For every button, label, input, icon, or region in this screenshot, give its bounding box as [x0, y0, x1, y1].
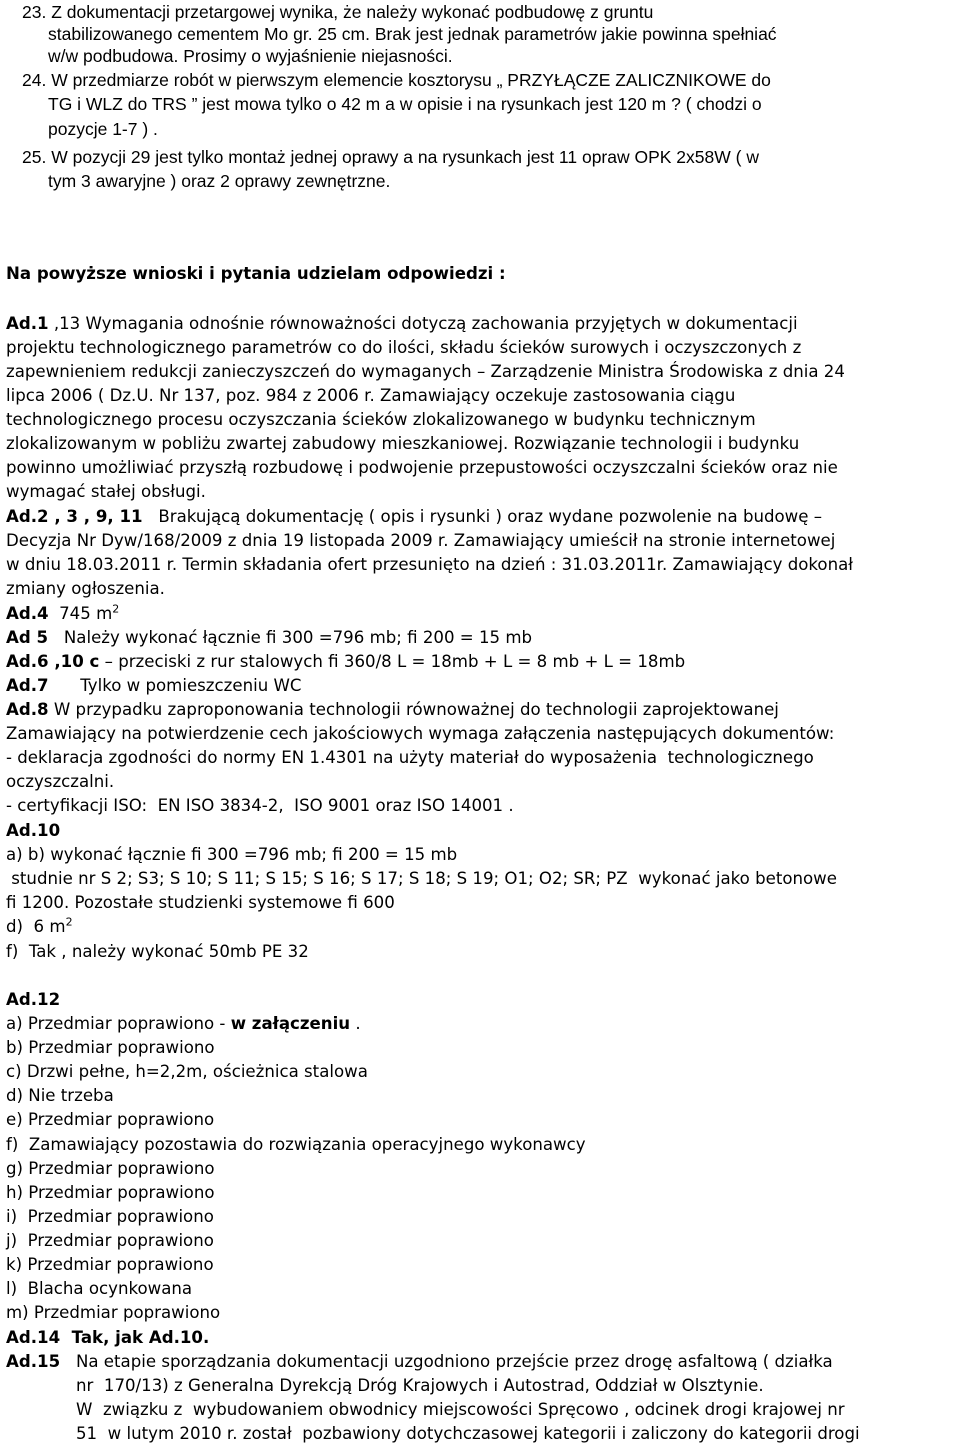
answer-text-line: 51 w lutym 2010 r. został pozbawiony dotychczasowej kategorii i zaliczony do kategorii drogi [76, 1424, 860, 1443]
question-text-line: stabilizowanego cementem Mo gr. 25 cm. Brak jest jednak parametrów jakie powinna spełniać [48, 24, 777, 44]
answer-label: Ad 5 [6, 628, 49, 647]
list-item: b) Przedmiar poprawiono [6, 1038, 215, 1057]
answer-text: 745 m [48, 604, 113, 623]
question-number: 24. [22, 70, 47, 90]
question-text-line: TG i WLZ do TRS ” jest mowa tylko o 42 m a w opisie i na rysunkach jest 120 m ? ( chodzi o [48, 94, 762, 114]
answer-text-line: wymagać stałej obsługi. [6, 482, 206, 501]
answer-ad8 [6, 698, 779, 722]
question-text-line: W przedmiarze robót w pierwszym elemencie kosztorysu „ PRZYŁĄCZE ZALICZNIKOWE do [51, 70, 771, 90]
superscript: 2 [65, 915, 73, 929]
answer-label: Ad.15 [6, 1352, 61, 1371]
answer-ad4 [6, 602, 119, 626]
answer-text-line: oczyszczalni. [6, 772, 115, 791]
question-number: 23. [22, 2, 47, 22]
list-item: e) Przedmiar poprawiono [6, 1110, 215, 1129]
answer-text-line: technologicznego procesu oczyszczania ścieków zlokalizowanego w budynku technicznym [6, 410, 756, 429]
answer-text-line: w dniu 18.03.2011 r. Termin składania ofert przesunięto na dzień : 31.03.2011r. Zamawiający dokonał [6, 555, 853, 574]
answer-text-line: studnie nr S 2; S3; S 10; S 11; S 15; S 16; S 17; S 18; S 19; O1; O2; SR; PZ wykonać jako betonowe [6, 869, 837, 888]
answer-ad1 [6, 312, 798, 336]
question-number: 25. [22, 147, 47, 167]
answer-text-line: Decyzja Nr Dyw/168/2009 z dnia 19 listopada 2009 r. Zamawiający umieścił na stronie internetowej [6, 531, 836, 550]
answer-text-line: - certyfikacji ISO: EN ISO 3834-2, ISO 9001 oraz ISO 14001 . [6, 796, 514, 815]
answer-ad14: Ad.14 Tak, jak Ad.10. [6, 1328, 210, 1347]
answer-text-line: fi 1200. Pozostałe studzienki systemowe fi 600 [6, 893, 395, 912]
answer-text-line: zmiany ogłoszenia. [6, 579, 165, 598]
question-text-line: W pozycji 29 jest tylko montaż jednej oprawy a na rysunkach jest 11 opraw OPK 2x58W ( w [51, 147, 759, 167]
answer-text-line: Brakującą dokumentację ( opis i rysunki ) oraz wydane pozwolenie na budowę – [142, 507, 823, 526]
question-text-line: Z dokumentacji przetargowej wynika, że należy wykonać podbudowę z gruntu [51, 2, 654, 22]
question-text-line: w/w podbudowa. Prosimy o wyjaśnienie niejasności. [48, 46, 453, 66]
list-item: k) Przedmiar poprawiono [6, 1255, 214, 1274]
answer-ad12-a [6, 1012, 361, 1036]
answer-text: . [350, 1014, 361, 1033]
list-item: h) Przedmiar poprawiono [6, 1183, 215, 1202]
answer-text-line: zlokalizowanym w pobliżu zwartej zabudowy mieszkaniowej. Rozwiązanie technologii i budynku [6, 434, 800, 453]
question-24 [22, 68, 771, 92]
answers-heading: Na powyższe wnioski i pytania udzielam odpowiedzi : [6, 264, 506, 283]
answer-ad6 [6, 650, 685, 674]
answer-label: Ad.6 ,10 c [6, 652, 100, 671]
answer-ad5 [6, 626, 532, 650]
answer-text-bold: w załączeniu [230, 1014, 351, 1033]
answer-text-line: a) b) wykonać łącznie fi 300 =796 mb; fi 200 = 15 mb [6, 845, 458, 864]
answer-label: Ad.1 [6, 314, 49, 333]
list-item: g) Przedmiar poprawiono [6, 1159, 215, 1178]
answer-text: a) Przedmiar poprawiono - [6, 1014, 231, 1033]
list-item: c) Drzwi pełne, h=2,2m, ościeżnica stalowa [6, 1062, 368, 1081]
answer-text-line: - deklaracja zgodności do normy EN 1.4301 na użyty materiał do wyposażenia technologicznego [6, 748, 814, 767]
answer-text: d) 6 m [6, 917, 66, 936]
list-item: l) Blacha ocynkowana [6, 1279, 193, 1298]
answer-ad7 [6, 674, 301, 698]
answer-ad10-label: Ad.10 [6, 821, 61, 840]
answer-text-line: W przypadku zaproponowania technologii równoważnej do technologii zaprojektowanej [48, 700, 779, 719]
answer-text-line: zapewnieniem redukcji zanieczyszczeń do wymaganych – Zarządzenie Ministra Środowiska z dnia 24 [6, 362, 845, 381]
answer-text-line: Na etapie sporządzania dokumentacji uzgodniono przejście przez drogę asfaltową ( działka [60, 1352, 833, 1371]
answer-label: Ad.2 , 3 , 9, 11 [6, 507, 143, 526]
answer-ad10-f: f) Tak , należy wykonać 50mb PE 32 [6, 942, 309, 961]
list-item: f) Zamawiający pozostawia do rozwiązania operacyjnego wykonawcy [6, 1135, 586, 1154]
answer-text-line: ,13 Wymagania odnośnie równoważności dotyczą zachowania przyjętych w dokumentacji [48, 314, 798, 333]
list-item: m) Przedmiar poprawiono [6, 1303, 221, 1322]
answer-label: Ad.7 [6, 676, 49, 695]
answer-text: Należy wykonać łącznie fi 300 =796 mb; fi 200 = 15 mb [48, 628, 533, 647]
answer-ad2 [6, 505, 822, 529]
list-item: j) Przedmiar poprawiono [6, 1231, 214, 1250]
question-text-line: tym 3 awaryjne ) oraz 2 oprawy zewnętrzne. [48, 171, 391, 191]
answer-label: Ad.4 [6, 604, 49, 623]
superscript: 2 [112, 602, 120, 616]
answer-text: – przeciski z rur stalowych fi 360/8 L = 18mb + L = 8 mb + L = 18mb [99, 652, 686, 671]
answer-text: Tylko w pomieszczeniu WC [48, 676, 302, 695]
answer-text-line: Zamawiający na potwierdzenie cech jakościowych wymaga załączenia następujących dokumentów: [6, 724, 835, 743]
answer-text-line: projektu technologicznego parametrów co do ilości, składu ścieków surowych i oczyszczonych z [6, 338, 802, 357]
question-23 [22, 0, 653, 24]
question-text-line: pozycje 1-7 ) . [48, 119, 158, 139]
answer-ad10-d [6, 915, 73, 939]
answer-text-line: nr 170/13) z Generalna Dyrekcją Dróg Krajowych i Autostrad, Oddział w Olsztynie. [76, 1376, 764, 1395]
answer-ad12-label: Ad.12 [6, 990, 61, 1009]
answer-label: Ad.8 [6, 700, 49, 719]
answer-text-line: lipca 2006 ( Dz.U. Nr 137, poz. 984 z 2006 r. Zamawiający oczekuje zastosowania ciągu [6, 386, 736, 405]
answer-text-line: powinno umożliwiać przyszłą rozbudowę i podwojenie przepustowości oczyszczalni ścieków oraz nie [6, 458, 838, 477]
question-25 [22, 145, 759, 169]
list-item: i) Przedmiar poprawiono [6, 1207, 214, 1226]
answer-ad15 [6, 1350, 833, 1374]
answer-text-line: W związku z wybudowaniem obwodnicy miejscowości Spręcowo , odcinek drogi krajowej nr [76, 1400, 845, 1419]
list-item: d) Nie trzeba [6, 1086, 114, 1105]
